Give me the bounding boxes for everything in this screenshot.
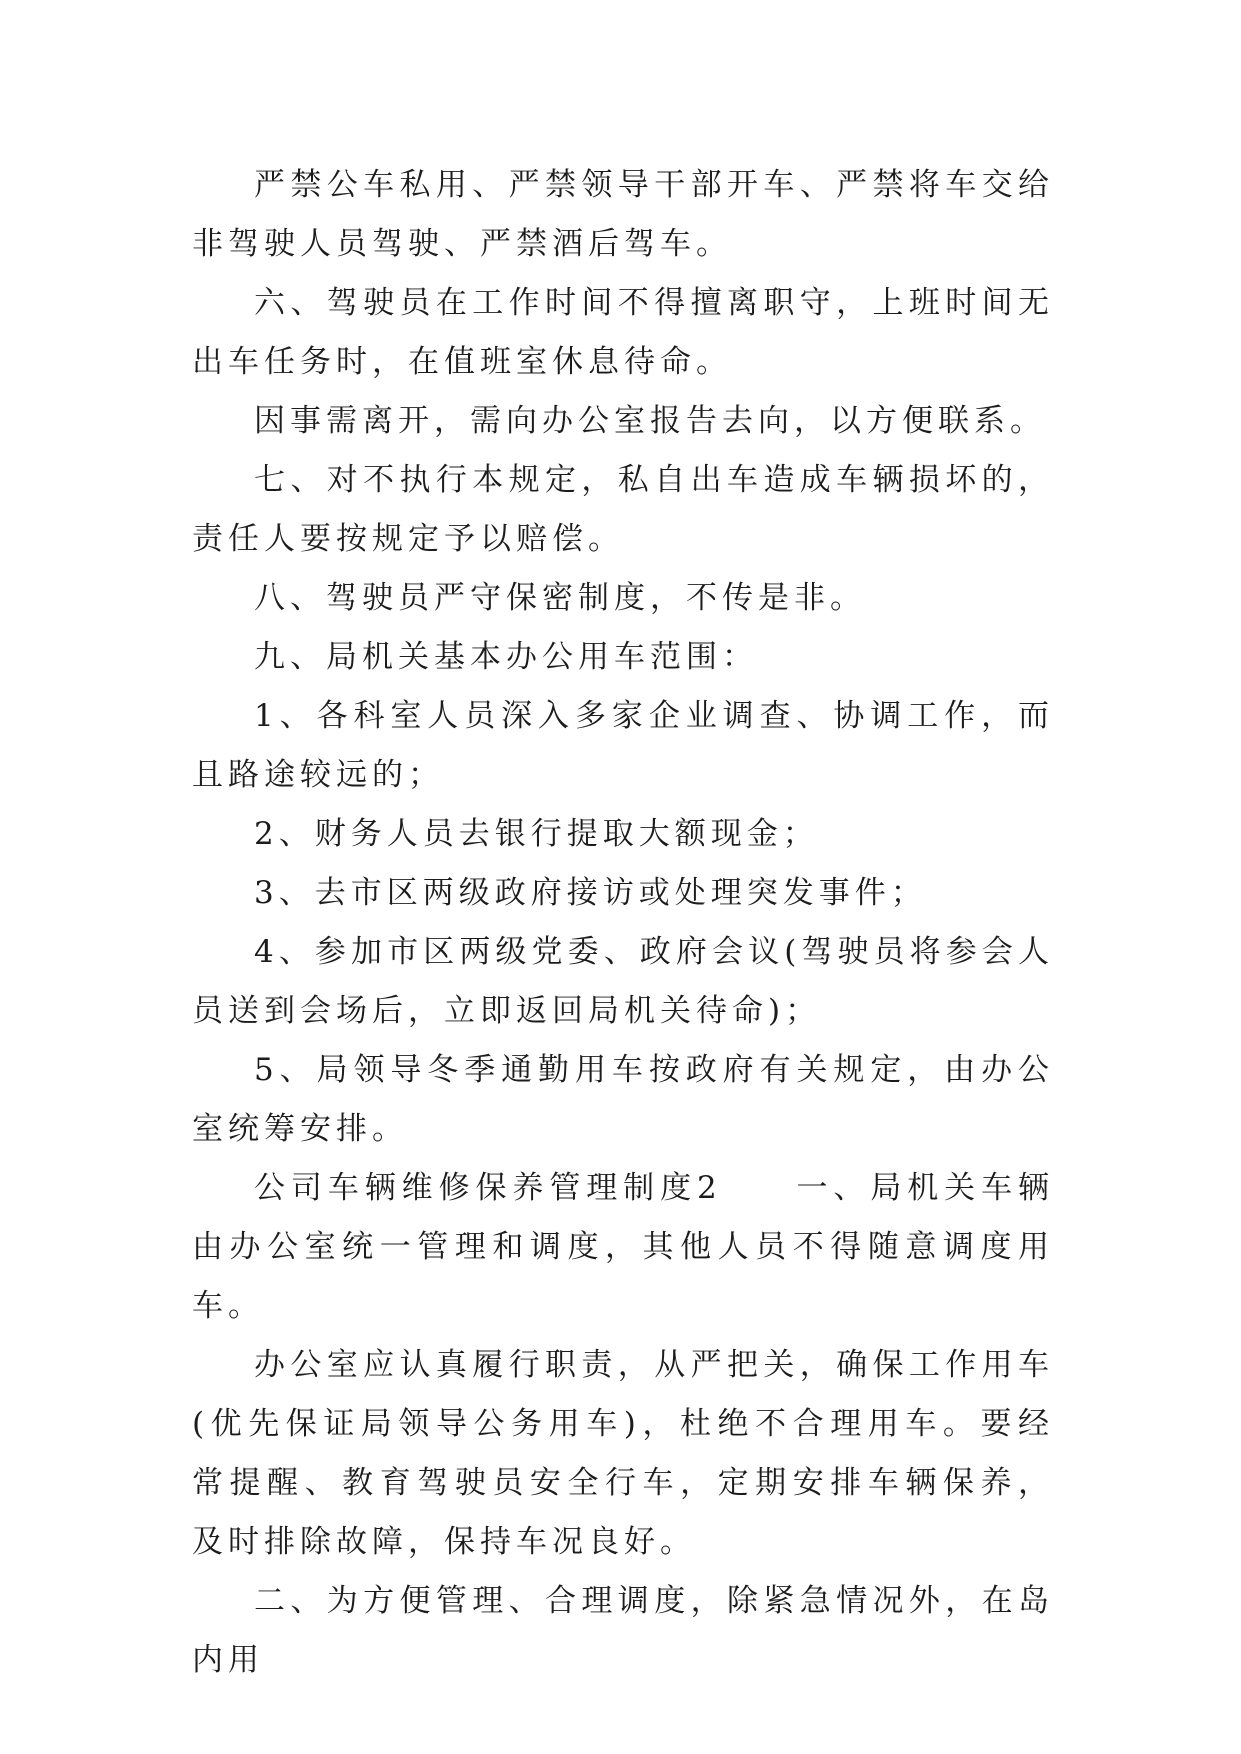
paragraph: 九、局机关基本办公用车范围： — [254, 639, 758, 675]
paragraph: 二、为方便管理、合理调度，除紧急情况外，在岛内用 — [192, 1583, 1054, 1678]
paragraph: 公司车辆维修保养管理制度2 一、局机关车辆由办公室统一管理和调度，其他人员不得随意调度用车。 — [192, 1170, 1054, 1324]
paragraph: 严禁公车私用、严禁领导干部开车、严禁将车交给非驾驶人员驾驶、严禁酒后驾车。 — [192, 167, 1054, 262]
document-body — [192, 156, 1054, 1690]
paragraph: 1、各科室人员深入多家企业调查、协调工作，而且路途较远的； — [192, 698, 1054, 793]
paragraph: 2、财务人员去银行提取大额现金； — [254, 816, 819, 852]
paragraph: 5、局领导冬季通勤用车按政府有关规定，由办公室统筹安排。 — [192, 1052, 1054, 1147]
paragraph: 因事需离开，需向办公室报告去向，以方便联系。 — [254, 403, 1046, 439]
paragraph: 办公室应认真履行职责，从严把关，确保工作用车(优先保证局领导公务用车)，杜绝不合理用车。要经常提醒、教育驾驶员安全行车，定期安排车辆保养，及时排除故障，保持车况良好。 — [192, 1347, 1054, 1560]
paragraph: 七、对不执行本规定，私自出车造成车辆损坏的，责任人要按规定予以赔偿。 — [192, 462, 1054, 557]
paragraph: 六、驾驶员在工作时间不得擅离职守，上班时间无出车任务时，在值班室休息待命。 — [192, 285, 1054, 380]
paragraph: 4、参加市区两级党委、政府会议(驾驶员将参会人员送到会场后，立即返回局机关待命)； — [192, 934, 1054, 1029]
paragraph: 八、驾驶员严守保密制度，不传是非。 — [254, 580, 866, 616]
paragraph: 3、去市区两级政府接访或处理突发事件； — [254, 875, 927, 911]
